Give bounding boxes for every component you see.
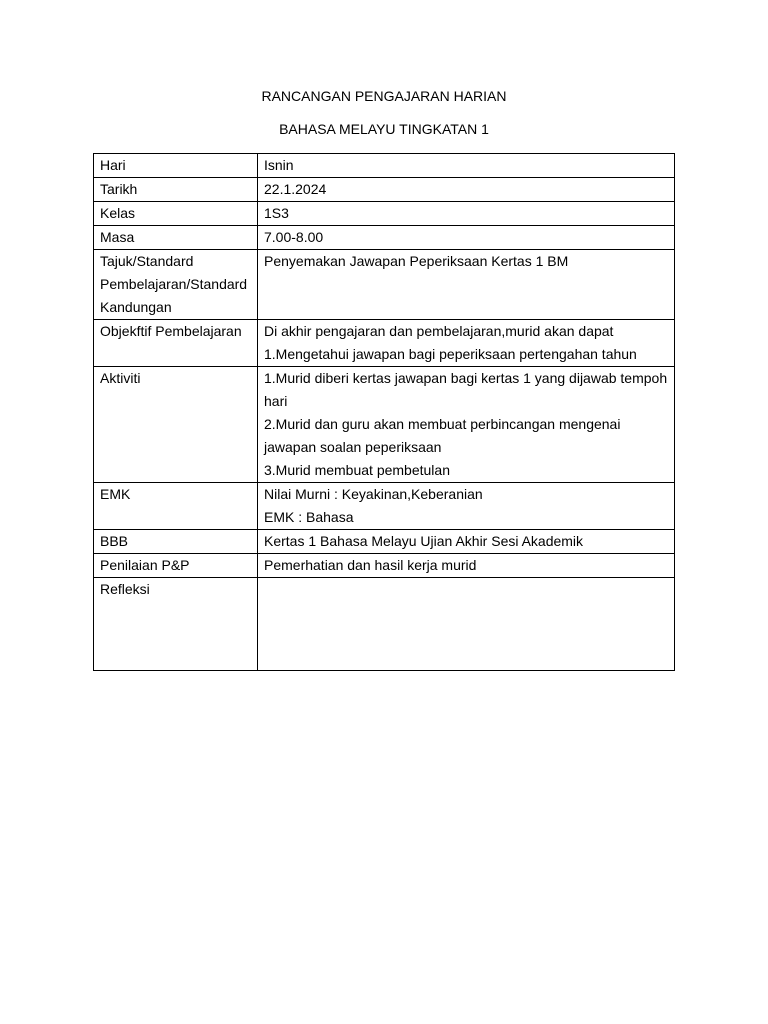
value-text: 1.Mengetahui jawapan bagi peperiksaan pertengahan tahun <box>264 346 637 362</box>
row-value-masa <box>258 226 675 250</box>
row-value-bbb <box>258 530 675 554</box>
label-text: Kelas <box>100 205 136 221</box>
row-label-tarikh <box>94 178 258 202</box>
row-label-hari <box>94 154 258 178</box>
value-text: 3.Murid membuat pembetulan <box>264 462 450 478</box>
value-text: 1.Murid diberi kertas jawapan bagi kertas 1 yang dijawab tempoh hari <box>264 370 668 409</box>
value-text: Nilai Murni : Keyakinan,Keberanian <box>264 486 483 502</box>
row-value-penilaian <box>258 554 675 578</box>
value-text: Kertas 1 Bahasa Melayu Ujian Akhir Sesi Akademik <box>264 533 584 549</box>
value-text: Di akhir pengajaran dan pembelajaran,murid akan dapat <box>264 323 614 339</box>
row-label-masa <box>94 226 258 250</box>
row-value-aktiviti <box>258 367 675 483</box>
row-label-penilaian <box>94 554 258 578</box>
value-text: Penyemakan Jawapan Peperiksaan Kertas 1 BM <box>264 253 569 269</box>
value-text: 7.00-8.00 <box>264 229 324 245</box>
row-label-refleksi <box>94 578 258 671</box>
table-row <box>94 178 675 202</box>
document-subtitle: BAHASA MELAYU TINGKATAN 1 <box>279 121 489 137</box>
label-text: Tajuk/Standard <box>100 253 194 269</box>
label-text: Refleksi <box>100 581 150 597</box>
label-text: Penilaian P&P <box>100 557 190 573</box>
label-text: Pembelajaran/Standard <box>100 276 248 292</box>
value-text: 1S3 <box>264 205 289 221</box>
row-value-tarikh <box>258 178 675 202</box>
table-row <box>94 578 675 671</box>
table-row <box>94 154 675 178</box>
row-value-objektif <box>258 320 675 367</box>
table-row <box>94 530 675 554</box>
lesson-plan-table <box>93 153 675 671</box>
table-row <box>94 250 675 320</box>
row-value-kelas <box>258 202 675 226</box>
row-value-tajuk <box>258 250 675 320</box>
row-label-kelas <box>94 202 258 226</box>
label-text: Hari <box>100 157 126 173</box>
table-row <box>94 320 675 367</box>
row-value-emk <box>258 483 675 530</box>
label-text: EMK <box>100 486 131 502</box>
value-text: Isnin <box>264 157 294 173</box>
value-text: 2.Murid dan guru akan membuat perbincangan mengenai jawapan soalan peperiksaan <box>264 416 621 455</box>
label-text: Objekftif Pembelajaran <box>100 323 242 339</box>
label-text: Masa <box>100 229 135 245</box>
table-row <box>94 554 675 578</box>
label-text: BBB <box>100 533 129 549</box>
value-text: EMK : Bahasa <box>264 509 354 525</box>
label-text: Tarikh <box>100 181 138 197</box>
label-text: Kandungan <box>100 299 172 315</box>
row-label-tajuk <box>94 250 258 320</box>
row-label-aktiviti <box>94 367 258 483</box>
value-text: Pemerhatian dan hasil kerja murid <box>264 557 477 573</box>
table-row <box>94 483 675 530</box>
value-text: 22.1.2024 <box>264 181 327 197</box>
row-value-refleksi <box>258 578 675 671</box>
row-label-bbb <box>94 530 258 554</box>
table-row <box>94 202 675 226</box>
row-label-emk <box>94 483 258 530</box>
row-value-hari <box>258 154 675 178</box>
table-row <box>94 367 675 483</box>
row-label-objektif <box>94 320 258 367</box>
document-title: RANCANGAN PENGAJARAN HARIAN <box>261 88 507 104</box>
table-row <box>94 226 675 250</box>
label-text: Aktiviti <box>100 370 141 386</box>
